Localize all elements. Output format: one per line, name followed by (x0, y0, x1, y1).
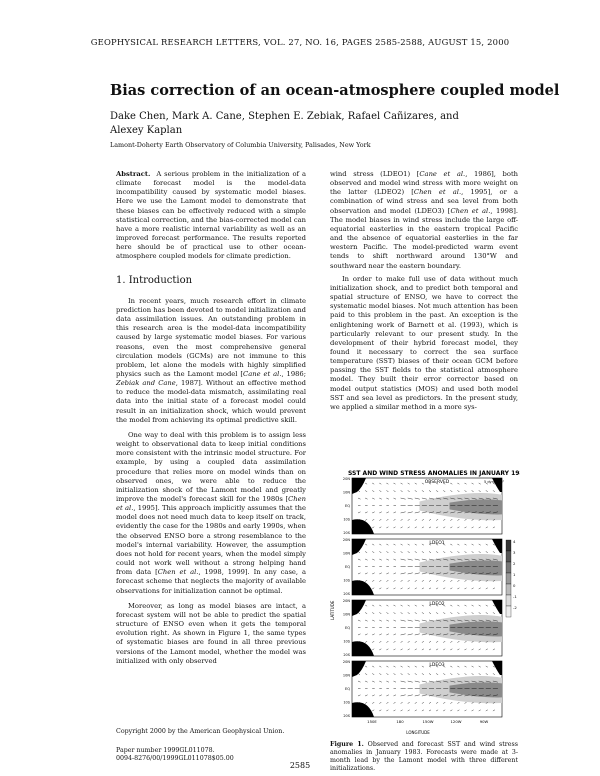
lat-tick: EQ (345, 565, 350, 569)
section-heading: 1. Introduction (116, 274, 193, 286)
figure-title: SST AND WIND STRESS ANOMALIES IN JANUARY 1983 (348, 470, 520, 477)
colorbar-tick: -1 (513, 594, 517, 599)
caption-text: Observed and forecast SST and wind stress anomalies in January 1983. Forecasts were made at 3-month lead by the Lamont model with three different initializations. (330, 741, 518, 772)
lon-tick: 120W (450, 719, 462, 724)
colorbar-tick: -2 (513, 605, 517, 610)
intro-paragraph-2: One way to deal with this problem is to assign less weight to observational data to keep initial conditions more consistent with the intrinsic model structure. For example, by using a coupled data assimilation procedure that relies more on model winds than on observed ones, we were able to reduce the initialization shock of the Lamont model and greatly improve the model's forecast skill for the 1980s [Chen et al., 1995]. This approach implicitly assumes that the model does not need much data to keep itself on track, evidently the case for the 1980s and early 1990s, when the observed ENSO bore a strong resemblance to the model's internal variability. However, the assumption does not hold for recent years, when the model simply could not work well without a strong helping hand from data [Chen et al., 1998, 1999]. In any case, a forecast scheme that neglects the majority of available observations for initialization cannot be optimal. (116, 430, 306, 595)
figure-ylabel: LATITUDE (330, 600, 335, 620)
lat-tick: 20N (342, 538, 350, 542)
paper-number: Paper number 1999GL011078. (116, 747, 215, 754)
lon-tick: 150E (367, 719, 377, 724)
figure-panel (343, 477, 505, 535)
lat-tick: 20S (343, 531, 350, 535)
lat-tick: 10N (342, 673, 350, 678)
lon-tick: 150W (422, 719, 434, 724)
colorbar-segment (506, 606, 511, 617)
affiliation: Lamont-Doherty Earth Observatory of Columbia University, Palisades, New York (110, 141, 371, 149)
right-column (330, 170, 518, 412)
lat-tick: 20N (342, 477, 350, 481)
colorbar-tick: 4 (513, 539, 516, 544)
figure-plot (330, 468, 520, 740)
right-paragraph-1: wind stress (LDEO1) [Cane et al., 1986], both observed and model wind stress with more weight on the latter (LDEO2) [Chen et al., 1995], or a combination of wind stress and sea level from both observation and model (LDEO3) [Chen et al., 1998]. The model biases in wind stress include the large off-equatorial easterlies in the eastern tropical Pacific and the absence of equatorial easterlies in the far western Pacific. The model-predicted warm event tends to shift northward around 130°W and southward near the eastern boundary. (330, 170, 519, 270)
lat-tick: 10S (343, 578, 350, 583)
paper-title: Bias correction of an ocean-atmosphere coupled model (110, 82, 560, 99)
right-paragraph-2: In order to make full use of data without much initialization shock, and to predict both temporal and spatial structure of ENSO, we have to correct the systematic model biases. Not much attention has been paid to this problem in the past. An exception is the enlightening work of Barnett et al. (1993), which is particularly relevant to our present study. In the development of their hybrid forecast model, they found it necessary to correct the sea surface temperature (SST) biases of their ocean GCM before passing the SST fields to the statistical atmosphere model. They built their error corrector based on model output statistics (MOS) and used both model SST and sea level as predictors. In the present study, we applied a similar method in a more sys- (330, 274, 518, 411)
colorbar-segment (506, 584, 511, 595)
abstract (116, 170, 306, 262)
lat-tick: 10S (343, 517, 350, 522)
panel-label: LDEO2 (429, 602, 445, 607)
figure-panel (343, 599, 502, 657)
colorbar-tick: 0 (513, 583, 516, 588)
colorbar-segment (506, 540, 511, 551)
abstract-text: A serious problem in the initialization of a climate forecast model is the model-data incompatibility caused by systematic model biases. Here we use the Lamont model to demonstrate that these biases can be effectively reduced with a simple statistical correction, and the bias-corrected model can have a more realistic internal variability as well as an improved forecast performance. The results reported here should be of practical use to other ocean-atmosphere coupled models for climate prediction. (116, 170, 306, 261)
figure-1 (330, 468, 520, 768)
lat-tick: EQ (345, 687, 350, 691)
lat-tick: 20N (342, 660, 350, 664)
colorbar-tick: 2 (513, 561, 516, 566)
lat-tick: EQ (345, 626, 350, 630)
lat-tick: 20N (342, 599, 350, 603)
left-column (116, 170, 306, 666)
colorbar-segment (506, 595, 511, 606)
scale-label: 5 dyne/cm² (484, 480, 504, 484)
figure-xlabel: LONGITUDE (406, 730, 430, 735)
page-number: 2585 (289, 761, 311, 770)
intro-paragraph-3: Moreover, as long as model biases are intact, a forecast system will not be able to predict the spatial structure of ENSO even when it gets the temporal evolution right. As shown in Figure 1, the same types of systematic biases are found in all three previous versions of the Lamont model, whether the model was initialized with only observed (116, 601, 306, 665)
colorbar-segment (506, 562, 511, 573)
colorbar-segment (506, 573, 511, 584)
panel-label: OBSERVED (424, 480, 450, 485)
abstract-label: Abstract. (116, 170, 151, 178)
lat-tick: EQ (345, 504, 350, 508)
lat-tick: 10S (343, 700, 350, 705)
colorbar-tick: 3 (513, 550, 516, 555)
lat-tick: 20S (343, 714, 350, 718)
authors: Dake Chen, Mark A. Cane, Stephen E. Zebiak, Rafael Cañizares, and Alexey Kaplan (110, 111, 459, 136)
lat-tick: 10N (342, 551, 350, 556)
issn: 0094-8276/00/1999GL011078$05.00 (116, 755, 234, 762)
figure-panel (343, 660, 502, 718)
lat-tick: 10S (343, 639, 350, 644)
caption-label: Figure 1. (330, 741, 364, 748)
lon-tick: 90W (479, 719, 489, 724)
intro-paragraph-1: In recent years, much research effort in climate prediction has been devoted to model initialization and data assimilation issues. An outstanding problem in this research area is the model-data incompatibility caused by large systematic model biases. For various reasons, even the most comprehensive general circulation models (GCMs) are not immune to this problem, let alone the models with highly simplified physics such as the Lamont model [Cane et al., 1986; Zebiak and Cane, 1987]. Without an effective method to reduce the model-data mismatch, assimilating real data into the initial state of a forecast model could result in an initialization shock, which would prevent the model from achieving its optimal predictive skill. (116, 296, 307, 424)
lat-tick: 20S (343, 592, 350, 596)
panel-label: LDEO3 (429, 663, 445, 668)
panel-label: LDEO1 (429, 541, 445, 546)
lat-tick: 10N (342, 490, 350, 495)
lat-tick: 20S (343, 653, 350, 657)
lon-tick: 180 (396, 719, 404, 724)
colorbar-tick: 1 (513, 572, 516, 577)
journal-header: GEOPHYSICAL RESEARCH LETTERS, VOL. 27, NO. 16, PAGES 2585-2588, AUGUST 15, 2000 (90, 37, 510, 47)
colorbar-segment (506, 551, 511, 562)
figure-panel (343, 538, 502, 596)
lat-tick: 10N (342, 612, 350, 617)
copyright: Copyright 2000 by the American Geophysical Union. (116, 728, 285, 735)
